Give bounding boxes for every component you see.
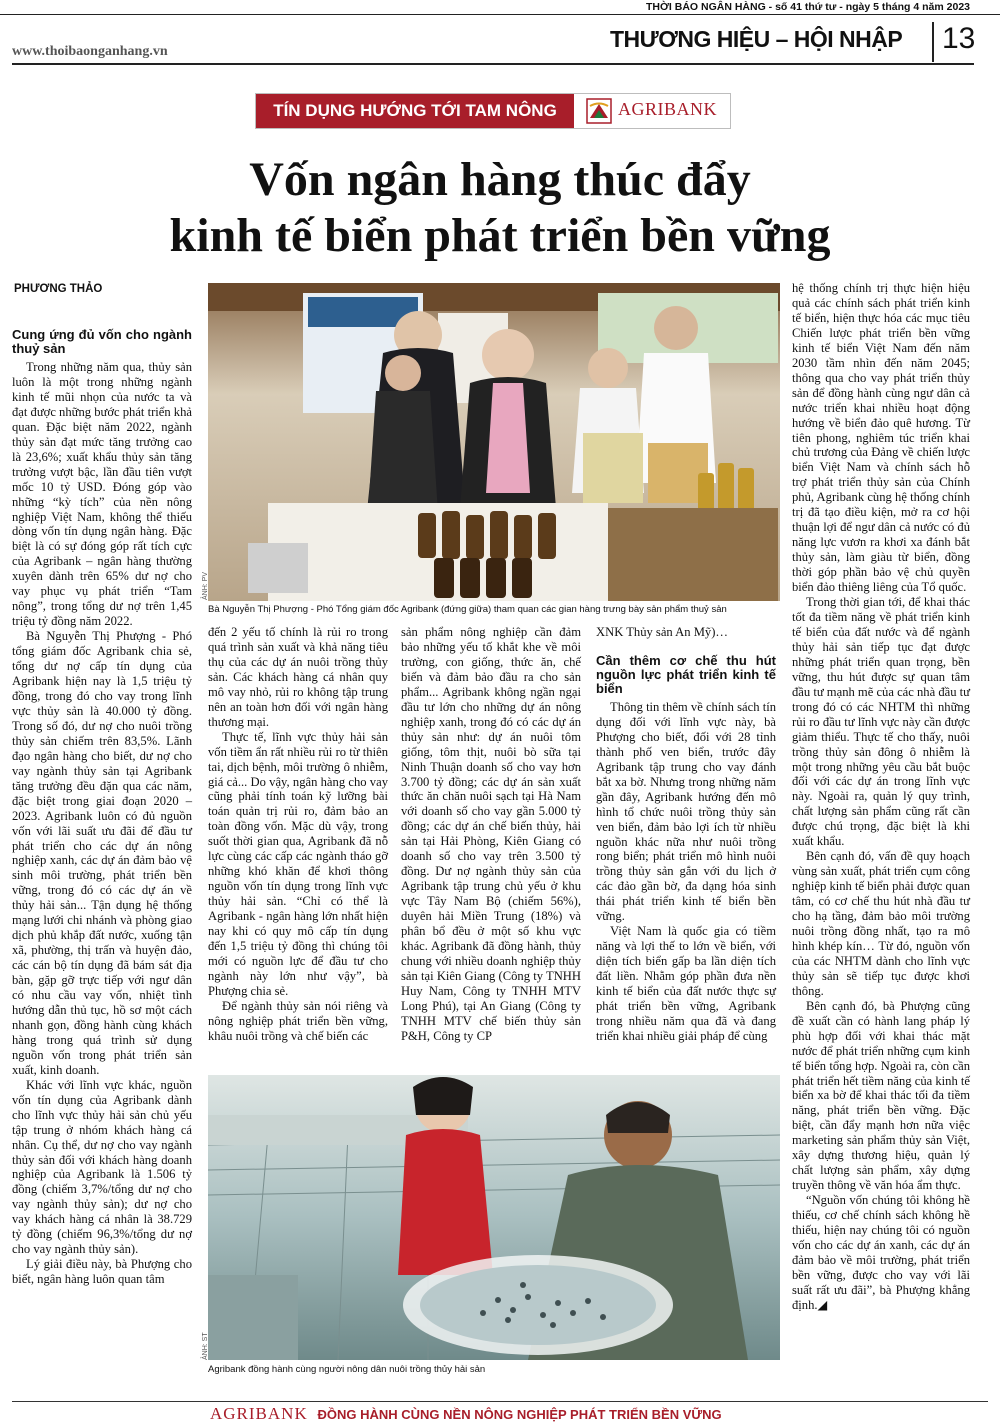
- col2-paragraph-3: Để ngành thủy sản nói riêng và nông nghiệp phát triển bền vững, khâu nuôi trồng và chế biến các: [208, 998, 388, 1043]
- section-title: THƯƠNG HIỆU – HỘI NHẬP: [610, 26, 903, 52]
- footer-slogan: ĐỒNG HÀNH CÙNG NỀN NÔNG NGHIỆP PHÁT TRIỂN BỀN VỮNG: [317, 1407, 722, 1422]
- col5-paragraph-2: Bên cạnh đó, vấn đề quy hoạch vùng sản xuất, phát triển cụm công nghiệp kinh tế biển phải được quan tâm, có cơ chế thu hút nhà đầu tư cho hạ tầng, đảm bảo môi trường nuôi trồng đồng nhất, tạo ra mô hình khép kín… Từ đó, nguồn vốn của các NHTM dành cho lĩnh vực thủy sản sẽ tiếp tục được khơi thông.: [792, 849, 970, 998]
- photo1-caption: Bà Nguyễn Thị Phượng - Phó Tổng giám đốc Agribank (đứng giữa) tham quan các gian hàng trưng bày sản phẩm thuỷ sản: [208, 604, 727, 615]
- issue-line: THỜI BÁO NGÂN HÀNG - số 41 thứ tư - ngày 5 tháng 4 năm 2023: [645, 1, 970, 13]
- column-1: [12, 322, 192, 1287]
- column-3: [401, 625, 581, 1044]
- col3-paragraph-1: sản phẩm nông nghiệp cần đảm bảo những yếu tố khắt khe về môi trường, con giống, thức ăn, chế biến và đảm bảo đầu ra cho sản phẩm... Agribank không ngần ngại đầu tư lớn cho những dự án nông nghiệp xanh, trong đó có các dự án thủy sản như: dự án nuôi tôm giống, tôm thịt, nuôi bò sữa tại Ninh Thuận doanh số cho vay hơn 3.700 tỷ đồng; các dự án sản xuất thức ăn chăn nuôi sạch tại Hà Nam với doanh số cho vay gần 5.000 tỷ đồng; các dự án chế biến thủy, hải sản tại Hải Phòng, Kiên Giang có doanh số cho vay trên 3.500 tỷ đồng. Dư nợ ngành thủy sản của Agribank tập trung chủ yếu ở khu vực Tây Nam Bộ (chiếm 56%), duyên hải Miền Trung (18%) và phân bổ đều ở một số khu vực khác. Agribank đã đồng hành, thủy chung với nhiều doanh nghiệp thủy sản tại Kiên Giang (Công ty TNHH Huy Nam, Công ty TNHH MTV Long Phú), tại An Giang (Công ty TNHH MTV chế biến thủy sản P&H, Công ty CP: [401, 625, 581, 1043]
- headline: [40, 152, 960, 264]
- series-label: TÍN DỤNG HƯỚNG TỚI TAM NÔNG: [256, 94, 574, 128]
- subheading-1: Cung ứng đủ vốn cho ngành thuỷ sản: [12, 327, 192, 356]
- col5-paragraph-3: Bên cạnh đó, bà Phượng cũng đề xuất cần có hành lang pháp lý phù hợp đối với khai thác mặt nước để phát triển những cụm kinh tế biển tổng hợp. Ngoài ra, còn cần phát triển hết tiềm năng của kinh tế biển xa bờ để khai thác tối đa tiềm năng, phát triển bền vững. Đặc biệt, cần đẩy mạnh hơn nữa việc marketing sản phẩm thủy sản Việt, xây dựng thương hiệu, quản lý chất lượng sản phẩm, xây dựng truyền thông về văn hóa ẩm thực.: [792, 998, 971, 1193]
- photo-fish-farm: [208, 1075, 780, 1360]
- headline-line-2: kinh tế biển phát triển bền vững: [169, 209, 831, 262]
- photo2-credit: ẢNH: ST: [202, 1332, 209, 1360]
- col5-paragraph-0: hệ thống chính trị thực hiện hiệu quả các chính sách phát triển kinh tế biển, hiện thực hóa các mục tiêu Chiến lược phát triển bền vững kinh tế biển Việt Nam đến năm 2030 tầm nhìn đến năm 2045; thông qua cho vay phát triển thủy sản để đồng hành cùng ngư dân cả nước triển khai nhiều hoạt động hướng về biển đảo quê hương. Từ tiên phong, nghiêm túc triển khai chủ trương của Đảng về chiến lược biển Việt Nam và chính sách hỗ trợ phát triển thủy sản của Chính phủ, Agribank cùng hệ thống chính trị đã tạo điều kiện, mở ra cơ hội thuận lợi để ngư dân cả nước có đủ năng lực vươn ra khơi xa đánh bắt thủy sản, làm giàu từ biển, đồng thời góp phần bảo vệ chủ quyền biển đảo thiêng liêng của Tổ quốc.: [792, 281, 970, 595]
- col1-paragraph-3: Khác với lĩnh vực khác, nguồn vốn tín dụng của Agribank dành cho lĩnh vực thủy hải sản chủ yếu tập trung ở nhóm khách hàng cá nhân. Cụ thể, dư nợ cho vay ngành thủy sản đối với khách hàng doanh nghiệp của Agribank là 1.506 tỷ đồng (chiếm 3,7%/tổng dư nợ cho vay ngành thủy sản); dư nợ cho vay khách hàng cá nhân là 38.729 tỷ đồng (chiếm 96,3%/tổng dư nợ cho vay ngành thủy sản).: [12, 1077, 192, 1257]
- page-number: 13: [942, 22, 976, 55]
- series-banner: [255, 93, 731, 129]
- col2-paragraph-1: đến 2 yếu tố chính là rủi ro trong quá trình sản xuất và khả năng tiêu thụ của các dự án nuôi trồng thủy sản. Các khách hàng cá nhân quy mô vay nhỏ, rủi ro không tập trung nên an toàn hơn đối với ngân hàng thương mại.: [208, 625, 388, 729]
- col4-paragraph-2: Việt Nam là quốc gia có tiềm năng và lợi thế to lớn về biển, với diện tích biển gấp ba lần diện tích đất liền. Nhằm góp phần đưa nền kinh tế biển của đất nước thực sự phát triển bền vững, Agribank trong nhiều năm qua đã và đang triển khai nhiều giải pháp để cùng: [596, 924, 776, 1043]
- footer-brand: AGRIBANK: [210, 1404, 308, 1423]
- col4-paragraph-0: XNK Thủy sản An Mỹ)…: [596, 625, 729, 639]
- col4-paragraph-1: Thông tin thêm về chính sách tín dụng đối với lĩnh vực này, bà Phượng cho biết, đối với 28 tỉnh thành phố ven biển, trước đây Agribank tập trung cho vay đánh bắt xa bờ. Nhưng trong những năm gần đây, Agribank hướng đến mô hình tổ chức nuôi trồng thủy sản ven biển, đảm bảo lợi ích từ nhiều nguồn khác nữa như nuôi trồng rong biển; phát triển mô hình nuôi trồng thủy sản gắn với du lịch ở các đảo gần bờ, đa dạng hóa sinh thái phát triển kinh tế biển bền vững.: [596, 699, 776, 924]
- website-url[interactable]: www.thoibaonganhang.vn: [12, 44, 168, 59]
- page-number-divider: [932, 22, 934, 62]
- byline: PHƯƠNG THẢO: [14, 283, 103, 295]
- issue-line-bar: [0, 0, 1000, 15]
- col1-paragraph-4: Lý giải điều này, bà Phượng cho biết, ngân hàng luôn quan tâm: [12, 1257, 192, 1287]
- col5-paragraph-1: Trong thời gian tới, để khai thác tốt đa tiềm năng về phát triển kinh tế biển của đất nước và để ngành thủy hải sản tiếp tục đạt được những phát triển quan trọng, bền vững, thu hút được sự quan tâm đầu tư mạnh mẽ của các nhà đầu tư trong đó có các NHTM thì những rủi ro đầu tư lĩnh vực này cần được giảm thiểu. Thực tế cho thấy, nuôi trồng thủy sản đông ô nhiễm là một trong những yêu cầu bắt buộc đối với các dự án trong lĩnh vực này. Ngoài ra, quản lý quy trình, chất lượng sản phẩm cũng rất cần được chú trọng, đặc biệt là khi xuất khẩu.: [792, 595, 970, 849]
- column-2: [208, 625, 388, 1044]
- col5-paragraph-4: “Nguồn vốn chúng tôi không hề thiếu, cơ chế chính sách không hề thiếu, hiện nay chúng tôi có nguồn vốn cho các dự án xanh, các dự án đảm bảo về môi trường, phát triển bền vững, được cho vay với lãi suất rất ưu đãi”, bà Phượng khẳng định.◢: [792, 1193, 970, 1312]
- photo2-caption: Agribank đồng hành cùng người nông dân nuôi trồng thủy hải sản: [208, 1364, 486, 1375]
- header-rule: [12, 63, 974, 65]
- subheading-2: Cần thêm cơ chế thu hút nguồn lực phát triển kinh tế biển: [596, 652, 776, 696]
- col2-paragraph-2: Thực tế, lĩnh vực thủy hải sản vốn tiềm ẩn rất nhiều rủi ro từ thiên tai, dịch bệnh, môi trường ô nhiễm, giá cả... Do vậy, ngân hàng cho vay cũng phải tính toán kỹ lưỡng bài toán quản trị rủi ro, đảm bảo an toàn đồng vốn. Mặc dù vậy, trong suốt thời gian qua, Agribank đã nỗ lực cùng các cấp các ngành tháo gỡ những khó khăn để khơi thông nguồn vốn tín dụng trong lĩnh vực thủy hải sản. “Chỉ có thể là Agribank - ngân hàng lớn nhất hiện nay khi có quy mô cấp tín dụng đến 1,5 triệu tỷ đồng thì chúng tôi mới có nguồn lực để đầu tư cho ngành này lớn như vậy”, bà Phượng chia sẻ.: [208, 729, 388, 998]
- col1-paragraph-2: Bà Nguyễn Thị Phượng - Phó tổng giám đốc Agribank chia sẻ, tổng dư nợ cấp tín dụng của Agribank hiện nay là 1,5 triệu tỷ đồng, trong đó cho vay trong lĩnh vực thủy sản là 40.000 tỷ đồng. Trong số đó, dư nợ cho nuôi trồng thủy sản chiếm trên 83,5%. Lãnh đạo ngân hàng cho biết, dư nợ cho vay ngành thủy sản tại Agribank tăng trưởng đều đặn qua các năm, đặc biệt trong giai đoạn 2020 – 2023. Agribank luôn có đủ nguồn vốn với lãi suất ưu đãi để đầu tư phát triển cho các dự án nông nghiệp xanh, các dự án đảm bảo vệ sinh môi trường, phát triển bền vững, trong đó có các dự án về thủy hải sản... Tận dụng hệ thống mạng lưới chi nhánh và phòng giao dịch phủ khắp đất nước, xuống tận xã, phường, thị trấn và huyện đảo, các cán bộ tín dụng đã bám sát địa bàn, gặp gỡ trực tiếp với ngư dân có nhu cầu vay vốn, nhiệt tình hướng dẫn thủ tục, hồ sơ một cách nhanh gọn, đồng hành cùng khách hàng trong quá trình sử dụng nguồn vốn trong phát triển sản xuất, kinh doanh.: [12, 629, 192, 1077]
- footer-rule: [12, 1401, 988, 1402]
- banner-brand: AGRIBANK: [618, 99, 718, 119]
- footer-slogan-bar: [210, 1404, 722, 1424]
- column-5: [792, 281, 970, 1313]
- headline-line-1: Vốn ngân hàng thúc đẩy: [249, 153, 751, 206]
- exhibition-photo-illustration: [208, 283, 780, 601]
- fish-farm-photo-illustration: [208, 1075, 780, 1360]
- photo1-credit: ẢNH: PV: [202, 571, 209, 600]
- photo-exhibition: [208, 283, 780, 601]
- agribank-logo-icon: [586, 98, 612, 124]
- column-4: [596, 625, 776, 1044]
- col1-paragraph-1: Trong những năm qua, thủy sản luôn là một trong những ngành kinh tế mũi nhọn của nước ta và đạt được những bước phát triển khả quan. Đặc biệt năm 2022, ngành thủy sản đạt mức tăng trưởng cao là 23,6%; xuất khẩu thủy sản tăng trưởng vượt bậc, lần đầu tiên vượt mốc 10 tỷ USD. Đóng góp vào những “kỳ tích” của nền nông nghiệp Việt Nam, không thể thiếu dòng vốn tín dụng ngân hàng. Đặc biệt là có sự đóng góp rất tích cực của Agribank – ngân hàng thường xuyên dành trên 65% dư nợ cho vay phục vụ phát triển “Tam nông”, trong tổng dư nợ trên 1,45 triệu tỷ đồng năm 2022.: [12, 360, 192, 629]
